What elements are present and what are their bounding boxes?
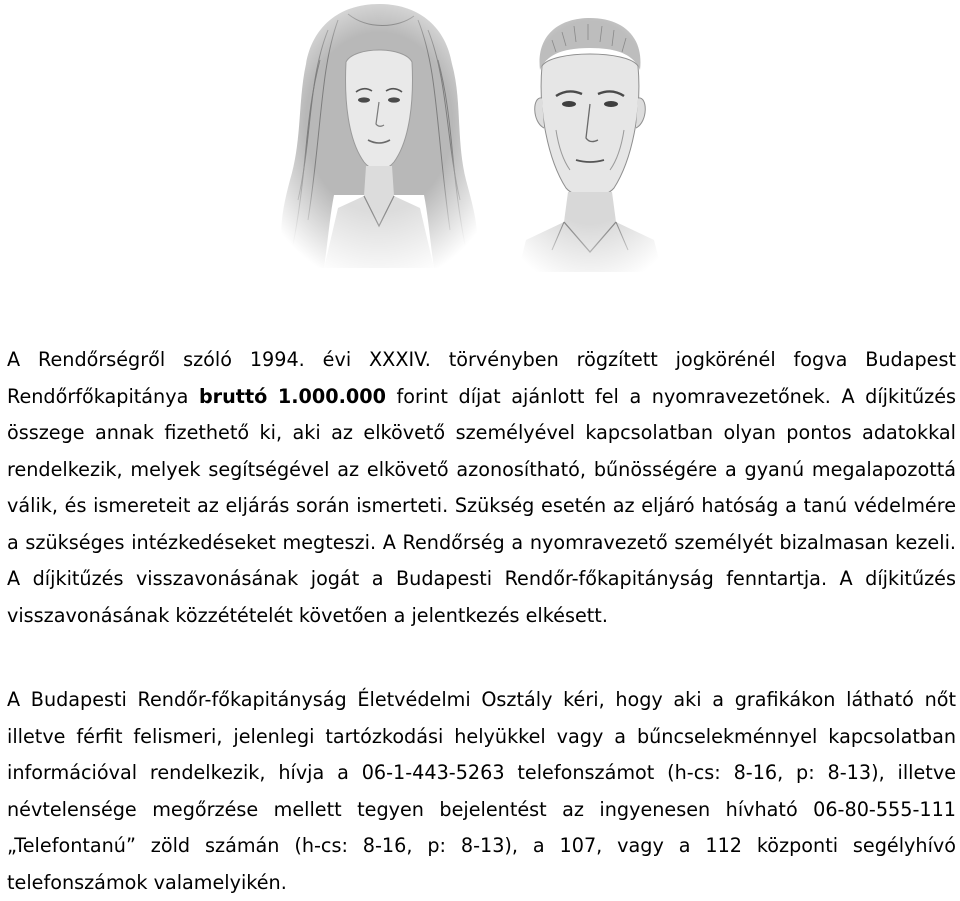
reward-text-intro: A Rendőrségről szóló 1994. évi XXXIV. törvényben rögzített jogkörénél fogva Budapest Rendőrfőkapitánya xyxy=(7,348,956,408)
appeal-paragraph: A Budapesti Rendőr-főkapitányság Életvédelmi Osztály kéri, hogy aki a grafikákon látható nőt illetve férfit felismeri, jelenlegi tartózkodási helyükkel vagy a bűncselekménnyel kapcsolatban információval rendelkezik, hívja a 06-1-443-5263 telefonszámot (h-cs: 8-16, p: 8-13), illetve névtelensége megőrzése mellett tegyen bejelentést az ingyenesen hívható 06-80-555-111 „Telefontanú” zöld számán (h-cs: 8-16, p: 8-13), a 107, vagy a 112 központi segélyhívó telefonszámok valamelyikén. xyxy=(7,688,956,894)
man-sketch xyxy=(496,0,684,272)
woman-sketch xyxy=(268,0,490,272)
reward-paragraph xyxy=(7,342,956,634)
reward-text-body: forint díjat ajánlott fel a nyomravezetőnek. A díjkitűzés összege annak fizethető ki, aki az elkövető személyével kapcsolatban olyan pontos adatokkal rendelkezik, melyek segítségével az elkövető azonosítható, bűnösségére a gyanú megalapozottá válik, és ismereteit az eljárás során ismerteti. Szükség esetén az eljáró hatóság a tanú védelmére a szükséges intézkedéseket megteszi. A Rendőrség a nyomravezető személyét bizalmasan kezeli. A díjkitűzés visszavonásának jogát a Budapesti Rendőr-főkapitányság fenntartja. A díjkitűzés visszavonásának közzétételét követően a jelentkezés elkésett. xyxy=(7,384,957,627)
reward-spacer xyxy=(267,385,278,408)
reward-label-gross: bruttó xyxy=(198,384,268,408)
reward-amount: 1.000.000 xyxy=(277,384,386,408)
